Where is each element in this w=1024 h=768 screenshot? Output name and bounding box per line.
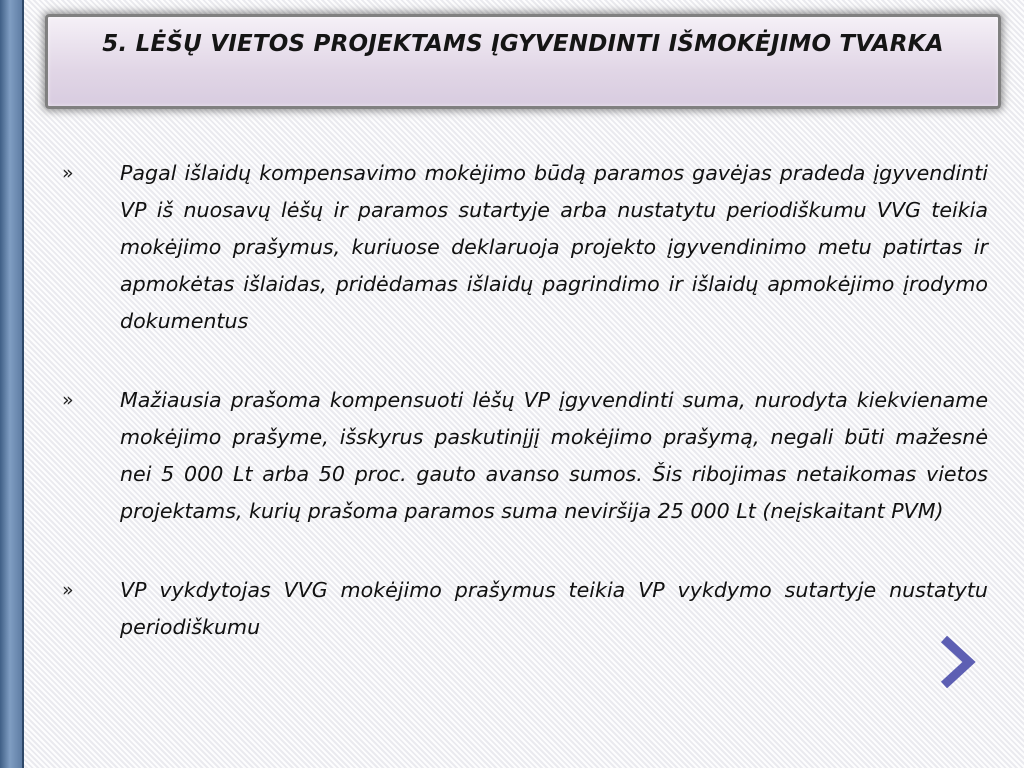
bullet-item (62, 572, 988, 646)
bullet-marker: » (62, 389, 74, 411)
bullet-list (62, 155, 988, 646)
bullet-marker: » (62, 162, 74, 184)
bullet-text: VP vykdytojas VVG mokėjimo prašymus teikia VP vykdymo sutartyje nustatytu periodiškumu (120, 578, 988, 639)
left-accent-bar (0, 0, 24, 768)
next-slide-button[interactable] (938, 636, 976, 688)
bullet-item (62, 155, 988, 340)
title-box (45, 14, 1001, 109)
bullet-item (62, 382, 988, 530)
bullet-text: Mažiausia prašoma kompensuoti lėšų VP įgyvendinti suma, nurodyta kiekviename mokėjimo prašyme, išskyrus paskutinįjį mokėjimo prašymą, negali būti mažesnė nei 5 000 Lt arba 50 proc. gauto avanso sumos. Šis ribojimas netaikomas vietos projektams, kurių prašoma paramos suma neviršija 25 000 Lt (neįskaitant PVM) (120, 388, 988, 523)
bullet-text: Pagal išlaidų kompensavimo mokėjimo būdą paramos gavėjas pradeda įgyvendinti VP iš nuosavų lėšų ir paramos sutartyje arba nustatytu periodiškumu VVG teikia mokėjimo prašymus, kuriuose deklaruoja projekto įgyvendinimo metu patirtas ir apmokėtas išlaidas, pridėdamas išlaidų pagrindimo ir išlaidų apmokėjimo įrodymo dokumentus (120, 161, 988, 333)
chevron-right-icon (938, 636, 976, 688)
slide-title: 5. LĖŠŲ VIETOS PROJEKTAMS ĮGYVENDINTI IŠMOKĖJIMO TVARKA (102, 31, 944, 57)
bullet-marker: » (62, 579, 74, 601)
